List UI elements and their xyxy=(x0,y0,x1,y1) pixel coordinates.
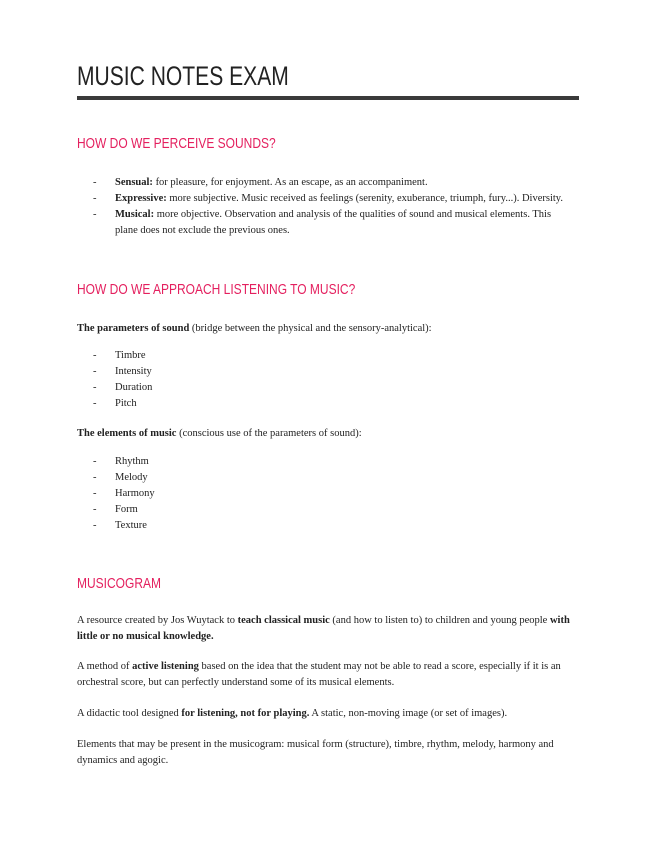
text-run: based on the idea that the student may not be able to read a score, especially if it is an orchestral score, but can perfectly understand some of its musical elements. xyxy=(77,661,561,688)
list-item xyxy=(77,191,565,207)
title-divider xyxy=(77,96,579,100)
list-item: - Intensity xyxy=(77,364,152,380)
elements-rest: (conscious use of the parameters of sound): xyxy=(176,428,362,439)
item-term: Musical: xyxy=(115,209,155,220)
bold-run: with little or no musical knowledge. xyxy=(77,615,570,642)
text-run: A resource created by Jos Wuytack to xyxy=(77,615,238,626)
section-heading-musicogram: MUSICOGRAM xyxy=(77,575,161,592)
list-item xyxy=(77,207,565,239)
list-item: - Harmony xyxy=(77,486,155,502)
section-heading-listening: HOW DO WE APPROACH LISTENING TO MUSIC? xyxy=(77,281,356,298)
musicogram-paragraph-4: Elements that may be present in the musicogram: musical form (structure), timbre, rhythm, melody, harmony and dynamics and agogic. xyxy=(77,739,554,766)
bold-run: teach classical music xyxy=(237,615,330,626)
text-run: (and how to listen to) to children and young people xyxy=(329,615,550,626)
list-item: - Rhythm xyxy=(77,454,155,470)
text-run: A method of xyxy=(77,661,133,672)
parameters-bold: The parameters of sound xyxy=(77,323,190,334)
document-title: MUSIC NOTES EXAM xyxy=(77,61,289,91)
musicogram-paragraph-2 xyxy=(77,659,579,691)
musicogram-paragraph-3 xyxy=(77,706,579,722)
parameters-intro xyxy=(77,321,579,337)
elements-intro xyxy=(77,426,579,442)
list-item: - Texture xyxy=(77,518,155,534)
section-heading-perceive: HOW DO WE PERCEIVE SOUNDS? xyxy=(77,135,276,152)
item-term: Sensual: xyxy=(115,177,153,188)
text-run: A didactic tool designed xyxy=(77,708,182,719)
elements-bold: The elements of music xyxy=(77,428,177,439)
item-text: more subjective. Music received as feelings (serenity, exuberance, triumph, fury...). Diversity. xyxy=(166,193,563,204)
item-term: Expressive: xyxy=(115,193,167,204)
musicogram-paragraph-1 xyxy=(77,613,579,645)
item-text: more objective. Observation and analysis of the qualities of sound and musical elements. This plane does not exclude the previous ones. xyxy=(115,209,552,236)
list-item: - Pitch xyxy=(77,396,152,412)
parameters-list xyxy=(77,348,152,412)
list-item: - Form xyxy=(77,502,155,518)
parameters-rest: (bridge between the physical and the sensory-analytical): xyxy=(189,323,432,334)
list-item: - Timbre xyxy=(77,348,152,364)
text-run: A static, non-moving image (or set of images). xyxy=(309,708,508,719)
item-text: for pleasure, for enjoyment. As an escape, as an accompaniment. xyxy=(152,177,428,188)
list-item xyxy=(77,175,565,191)
elements-list xyxy=(77,454,155,534)
list-item: - Duration xyxy=(77,380,152,396)
bold-run: active listening xyxy=(132,661,199,672)
perception-list xyxy=(77,175,565,239)
list-item: - Melody xyxy=(77,470,155,486)
bold-run: for listening, not for playing. xyxy=(181,708,310,719)
